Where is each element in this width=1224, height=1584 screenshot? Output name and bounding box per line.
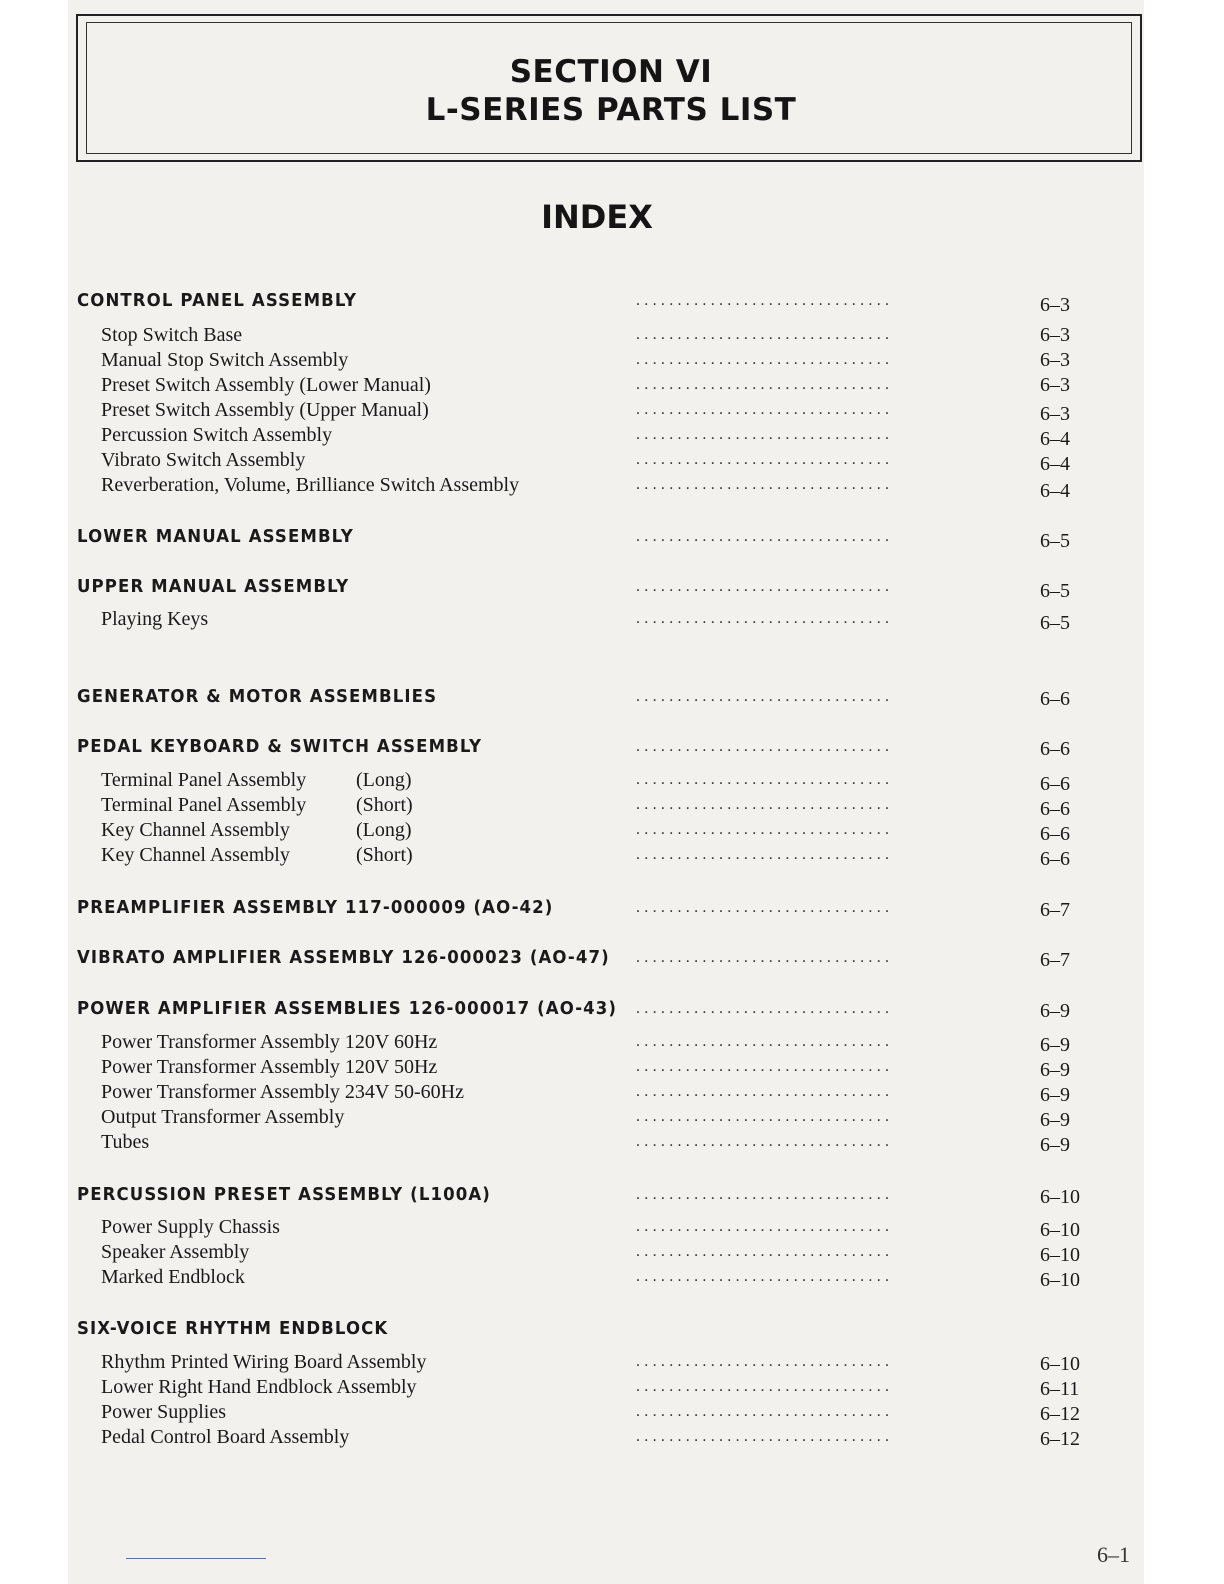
entry-page: 6–3 [1040,324,1070,346]
entry-label: Output Transformer Assembly [101,1106,345,1128]
dot-leader: ............................... [636,821,894,838]
page-number: 6–1 [1097,1542,1130,1567]
entry-note: (Short) [356,794,413,816]
index-entry [0,947,1224,973]
index-entry [0,324,1224,350]
index-entry [0,290,1224,316]
dot-leader: ............................... [636,326,894,343]
index-entry [0,349,1224,375]
entry-label: Preset Switch Assembly (Lower Manual) [101,374,431,396]
entry-label: CONTROL PANEL ASSEMBLY [77,290,358,311]
index-entry [0,1266,1224,1292]
entry-page: 6–6 [1040,688,1070,710]
dot-leader: ............................... [636,401,894,418]
index-entry [0,1401,1224,1427]
entry-page: 6–10 [1040,1219,1080,1241]
footer-rule [126,1558,266,1559]
entry-note: (Long) [356,769,412,791]
entry-label: Manual Stop Switch Assembly [101,349,349,371]
dot-leader: ............................... [636,1378,894,1395]
entry-label: Terminal Panel Assembly [101,794,307,816]
entry-label: PERCUSSION PRESET ASSEMBLY (L100A) [77,1184,491,1205]
entry-page: 6–10 [1040,1269,1080,1291]
entry-page: 6–12 [1040,1403,1080,1425]
entry-page: 6–9 [1040,1134,1070,1156]
entry-label: SIX-VOICE RHYTHM ENDBLOCK [77,1318,389,1339]
entry-page: 6–10 [1040,1244,1080,1266]
index-entry [0,424,1224,450]
entry-label: Vibrato Switch Assembly [101,449,306,471]
dot-leader: ............................... [636,1033,894,1050]
entry-label: Tubes [101,1131,150,1153]
index-entry [0,794,1224,820]
index-entry [0,1351,1224,1377]
entry-page: 6–11 [1040,1378,1080,1400]
index-entry [0,474,1224,500]
index-entry [0,897,1224,923]
index-entry [0,399,1224,425]
dot-leader: ............................... [636,292,894,309]
entry-page: 6–6 [1040,738,1070,760]
dot-leader: ............................... [636,1083,894,1100]
dot-leader: ............................... [636,1058,894,1075]
index-entry [0,1241,1224,1267]
entry-label: Speaker Assembly [101,1241,250,1263]
index-entry [0,374,1224,400]
entry-label: Marked Endblock [101,1266,245,1288]
entry-page: 6–5 [1040,612,1070,634]
index-entry [0,1184,1224,1210]
entry-page: 6–9 [1040,1084,1070,1106]
entry-label: Power Supplies [101,1401,226,1423]
index-entry [0,1216,1224,1242]
index-entry [0,769,1224,795]
entry-page: 6–6 [1040,848,1070,870]
index-entry [0,819,1224,845]
dot-leader: ............................... [636,476,894,493]
entry-label: VIBRATO AMPLIFIER ASSEMBLY 126-000023 (AO-47) [77,947,610,968]
entry-page: 6–3 [1040,294,1070,316]
entry-label: PREAMPLIFIER ASSEMBLY 117-000009 (AO-42) [77,897,554,918]
entry-label: Power Transformer Assembly 120V 50Hz [101,1056,438,1078]
index-entry [0,1376,1224,1402]
entry-label: Preset Switch Assembly (Upper Manual) [101,399,429,421]
dot-leader: ............................... [636,846,894,863]
entry-label: GENERATOR & MOTOR ASSEMBLIES [77,686,438,707]
dot-leader: ............................... [636,610,894,627]
entry-label: Playing Keys [101,608,209,630]
dot-leader: ............................... [636,738,894,755]
dot-leader: ............................... [636,528,894,545]
dot-leader: ............................... [636,376,894,393]
entry-page: 6–6 [1040,823,1070,845]
entry-page: 6–5 [1040,580,1070,602]
entry-page: 6–6 [1040,773,1070,795]
entry-page: 6–10 [1040,1353,1080,1375]
entry-label: Power Supply Chassis [101,1216,280,1238]
dot-leader: ............................... [636,1243,894,1260]
section-number: SECTION VI [509,54,713,90]
index-entry [0,449,1224,475]
entry-label: Power Transformer Assembly 234V 50-60Hz [101,1081,464,1103]
entry-page: 6–12 [1040,1428,1080,1450]
entry-label: Percussion Switch Assembly [101,424,333,446]
dot-leader: ............................... [636,351,894,368]
entry-page: 6–7 [1040,949,1070,971]
entry-page: 6–9 [1040,1109,1070,1131]
index-entry [0,686,1224,712]
dot-leader: ............................... [636,426,894,443]
index-entry [0,844,1224,870]
index-entry [0,1426,1224,1452]
entry-page: 6–10 [1040,1186,1080,1208]
entry-page: 6–3 [1040,349,1070,371]
entry-label: Stop Switch Base [101,324,243,346]
entry-label: Pedal Control Board Assembly [101,1426,350,1448]
dot-leader: ............................... [636,1218,894,1235]
dot-leader: ............................... [636,1133,894,1150]
entry-note: (Short) [356,844,413,866]
index-entry [0,1318,1224,1344]
entry-note: (Long) [356,819,412,841]
entry-page: 6–4 [1040,480,1070,502]
entry-label: Terminal Panel Assembly [101,769,307,791]
entry-page: 6–9 [1040,1059,1070,1081]
entry-label: Reverberation, Volume, Brilliance Switch Assembly [101,474,520,496]
entry-label: Lower Right Hand Endblock Assembly [101,1376,417,1398]
entry-label: Power Transformer Assembly 120V 60Hz [101,1031,438,1053]
entry-page: 6–3 [1040,403,1070,425]
index-entry [0,1056,1224,1082]
index-entry [0,998,1224,1024]
entry-page: 6–4 [1040,453,1070,475]
index-entry [0,526,1224,552]
entry-label: UPPER MANUAL ASSEMBLY [77,576,350,597]
index-entry [0,1081,1224,1107]
dot-leader: ............................... [636,899,894,916]
index-entry [0,576,1224,602]
entry-label: POWER AMPLIFIER ASSEMBLIES 126-000017 (AO-43) [77,998,618,1019]
dot-leader: ............................... [636,1000,894,1017]
index-entry [0,736,1224,762]
entry-label: PEDAL KEYBOARD & SWITCH ASSEMBLY [77,736,483,757]
dot-leader: ............................... [636,1403,894,1420]
dot-leader: ............................... [636,578,894,595]
index-entry [0,1031,1224,1057]
entry-page: 6–7 [1040,899,1070,921]
entry-label: Key Channel Assembly [101,819,290,841]
entry-page: 6–3 [1040,374,1070,396]
section-title-box [76,14,1142,162]
dot-leader: ............................... [636,1268,894,1285]
section-title: L-SERIES PARTS LIST [425,92,797,128]
entry-page: 6–6 [1040,798,1070,820]
dot-leader: ............................... [636,688,894,705]
dot-leader: ............................... [636,949,894,966]
entry-label: LOWER MANUAL ASSEMBLY [77,526,354,547]
index-heading: INDEX [541,198,653,236]
index-entry [0,608,1224,634]
dot-leader: ............................... [636,1186,894,1203]
dot-leader: ............................... [636,1108,894,1125]
entry-label: Key Channel Assembly [101,844,290,866]
dot-leader: ............................... [636,771,894,788]
entry-page: 6–9 [1040,1034,1070,1056]
entry-page: 6–9 [1040,1000,1070,1022]
dot-leader: ............................... [636,1353,894,1370]
dot-leader: ............................... [636,1428,894,1445]
index-entry [0,1131,1224,1157]
index-entry [0,1106,1224,1132]
entry-page: 6–4 [1040,428,1070,450]
entry-page: 6–5 [1040,530,1070,552]
entry-label: Rhythm Printed Wiring Board Assembly [101,1351,427,1373]
dot-leader: ............................... [636,796,894,813]
dot-leader: ............................... [636,451,894,468]
